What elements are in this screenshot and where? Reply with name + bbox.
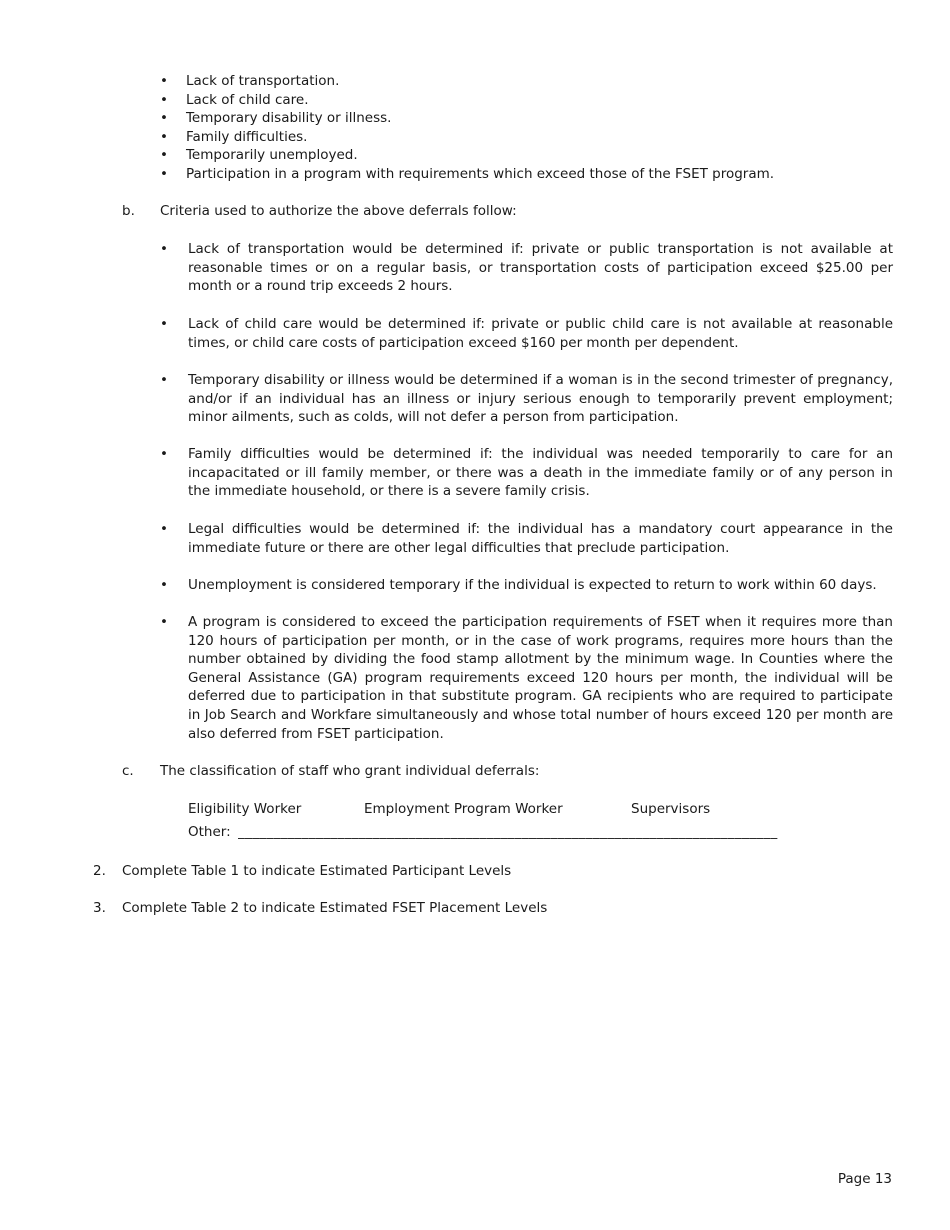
bullet: • bbox=[160, 372, 168, 388]
bullet: • bbox=[160, 129, 168, 145]
list-item bbox=[160, 146, 358, 165]
criteria-disability: Temporary disability or illness would be determined if a woman is in the second trimester of pregnancy, and/or if an individual has an illness or injury serious enough to temporarily prevent employment; minor ailments, such as colds, will not defer a person from participation. bbox=[188, 372, 893, 426]
list-item bbox=[160, 109, 391, 128]
criteria-transportation: Lack of transportation would be determined if: private or public transportation is not available at reasonable times or on a regular basis, or transportation costs of participation exceed $25.00 per month or a round trip exceeds 2 hours. bbox=[188, 241, 893, 295]
item-3-number: 3. bbox=[93, 900, 106, 916]
bullet: • bbox=[160, 241, 168, 257]
item-2-text: Complete Table 1 to indicate Estimated Participant Levels bbox=[122, 863, 512, 879]
bullet: • bbox=[160, 73, 168, 89]
section-b-intro: Criteria used to authorize the above deferrals follow: bbox=[160, 203, 517, 219]
list-item-text: Family difficulties. bbox=[185, 129, 308, 145]
list-item-text: Lack of transportation. bbox=[185, 73, 340, 89]
list-item-text: Temporarily unemployed. bbox=[185, 147, 358, 163]
criteria-unemployment: Unemployment is considered temporary if the individual is expected to return to work within 60 days. bbox=[188, 577, 877, 593]
list-item-text: Temporary disability or illness. bbox=[185, 110, 392, 126]
bullet: • bbox=[160, 446, 168, 462]
list-item bbox=[160, 72, 339, 91]
item-2-number: 2. bbox=[93, 863, 106, 879]
bullet: • bbox=[160, 577, 168, 593]
list-item bbox=[160, 91, 308, 110]
other-label: Other: bbox=[188, 824, 231, 840]
staff-supervisors: Supervisors bbox=[631, 801, 711, 817]
page-number: Page 13 bbox=[837, 1171, 892, 1187]
bullet: • bbox=[160, 110, 168, 126]
criteria-child-care: Lack of child care would be determined if: private or public child care is not available at reasonable times, or child care costs of participation exceed $160 per month per dependent. bbox=[188, 316, 893, 351]
staff-employment-program-worker: Employment Program Worker bbox=[364, 801, 563, 817]
staff-eligibility-worker: Eligibility Worker bbox=[188, 801, 302, 817]
section-b-marker: b. bbox=[122, 203, 135, 219]
list-item bbox=[160, 128, 307, 147]
list-item-text: Participation in a program with requirements which exceed those of the FSET program. bbox=[185, 166, 775, 182]
bullet: • bbox=[160, 614, 168, 630]
criteria-legal: Legal difficulties would be determined if: the individual has a mandatory court appearance in the immediate future or there are other legal difficulties that preclude participation. bbox=[188, 521, 893, 556]
bullet: • bbox=[160, 92, 168, 108]
item-3-text: Complete Table 2 to indicate Estimated FSET Placement Levels bbox=[122, 900, 548, 916]
section-c-marker: c. bbox=[122, 763, 134, 779]
criteria-program: A program is considered to exceed the participation requirements of FSET when it requires more than 120 hours of participation per month, or in the case of work programs, requires more hours than the number obtained by dividing the food stamp allotment by the minimum wage. In Counties where the General Assistance (GA) program requirements exceed 120 hours per month, the individual will be deferred due to participation in that substitute program. GA recipients who are required to participate in Job Search and Workfare simultaneously and whose total number of hours exceed 120 per month are also deferred from FSET participation. bbox=[188, 614, 893, 742]
other-input-line[interactable]: ____________________________________________________________________________ bbox=[238, 824, 778, 840]
bullet: • bbox=[160, 316, 168, 332]
section-c-intro: The classification of staff who grant individual deferrals: bbox=[160, 763, 540, 779]
list-item-text: Lack of child care. bbox=[185, 92, 309, 108]
list-item bbox=[160, 165, 774, 184]
criteria-family: Family difficulties would be determined if: the individual was needed temporarily to care for an incapacitated or ill family member, or there was a death in the immediate family or of any person in the immediate household, or there is a severe family crisis. bbox=[188, 446, 893, 500]
bullet: • bbox=[160, 147, 168, 163]
bullet: • bbox=[160, 521, 168, 537]
bullet: • bbox=[160, 166, 168, 182]
